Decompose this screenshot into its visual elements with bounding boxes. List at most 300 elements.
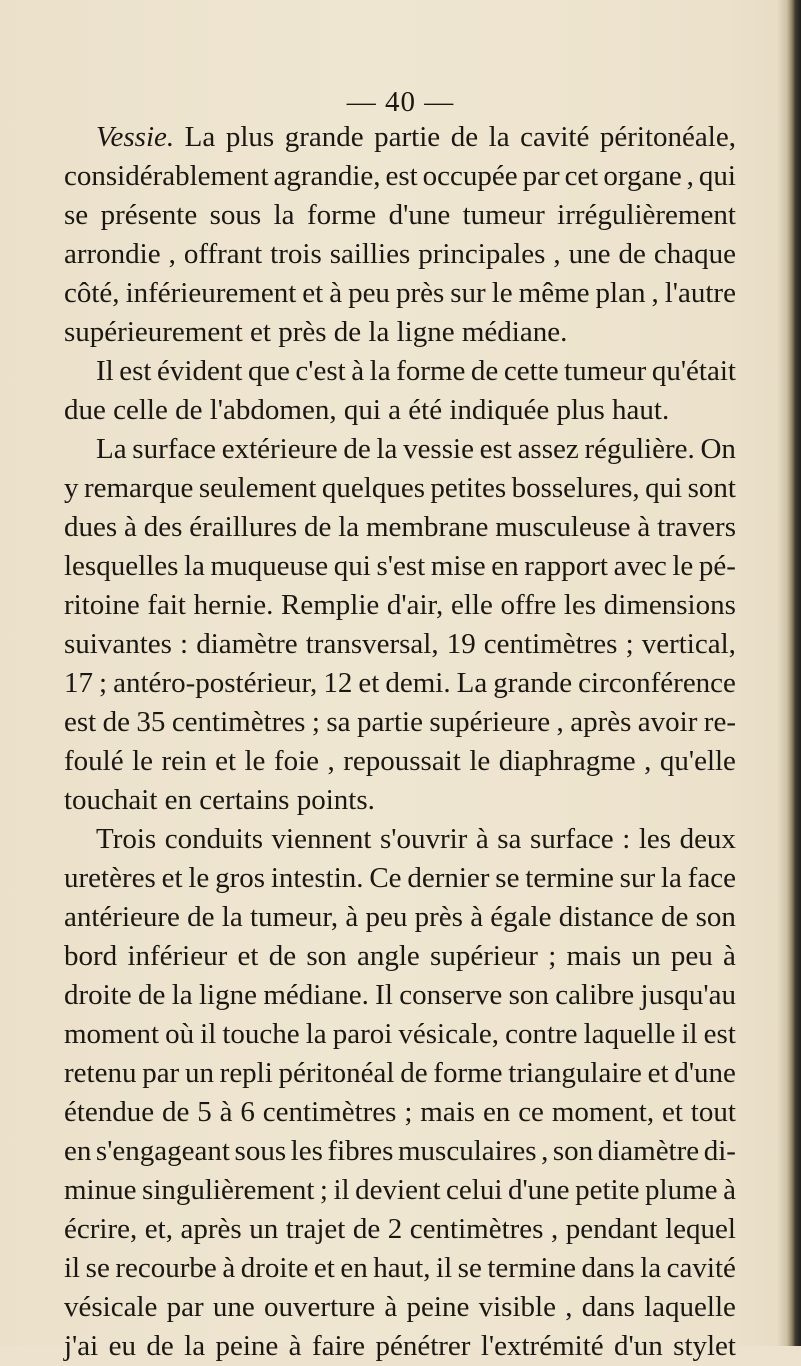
word: Ce bbox=[369, 862, 402, 894]
word: son bbox=[695, 901, 736, 933]
word: ritoine bbox=[64, 589, 140, 621]
word: foulé bbox=[64, 745, 124, 777]
word: médiane. bbox=[461, 316, 568, 348]
word: dans bbox=[581, 1291, 635, 1323]
word: un bbox=[184, 1057, 214, 1089]
word: travers bbox=[657, 511, 736, 543]
word: , bbox=[651, 277, 659, 309]
word: la bbox=[338, 511, 360, 543]
word: la bbox=[369, 355, 391, 387]
word: sous bbox=[234, 1135, 287, 1167]
word: qui bbox=[333, 550, 371, 582]
text-line bbox=[64, 313, 736, 352]
word: ligne bbox=[396, 316, 455, 348]
word: conserve bbox=[399, 979, 503, 1011]
word: il bbox=[200, 1018, 217, 1050]
word: 6 bbox=[240, 1096, 255, 1128]
word: pendant bbox=[565, 1213, 658, 1245]
word: la bbox=[184, 1330, 206, 1362]
word: centimètres bbox=[171, 706, 306, 738]
word: , bbox=[553, 238, 561, 270]
word: et, bbox=[144, 1213, 173, 1245]
word: petites bbox=[430, 472, 507, 504]
word: ; bbox=[404, 1096, 413, 1128]
word: qu'elle bbox=[659, 745, 736, 777]
word: à bbox=[351, 355, 365, 387]
word: près bbox=[278, 316, 327, 348]
word: petite bbox=[575, 1174, 640, 1206]
word: de bbox=[138, 979, 166, 1011]
word: uretères bbox=[64, 862, 156, 894]
word: diaphragme bbox=[498, 745, 636, 777]
word: touche bbox=[222, 1018, 300, 1050]
word: , bbox=[551, 1213, 559, 1245]
word: grande bbox=[284, 121, 364, 153]
word: sur bbox=[619, 862, 656, 894]
word: les bbox=[290, 1135, 323, 1167]
word: son bbox=[508, 979, 549, 1011]
word: deux bbox=[679, 823, 736, 855]
word: en bbox=[340, 1252, 368, 1284]
word: principales bbox=[418, 238, 546, 270]
word: cavité bbox=[520, 121, 590, 153]
word: conduits bbox=[164, 823, 264, 855]
word: sont bbox=[687, 472, 736, 504]
word: remarque bbox=[83, 472, 194, 504]
word: fait bbox=[147, 589, 186, 621]
word: et bbox=[302, 277, 324, 309]
text-line bbox=[64, 742, 736, 781]
word: le bbox=[672, 550, 694, 582]
word: la bbox=[368, 316, 390, 348]
text-line bbox=[64, 430, 736, 469]
word: la bbox=[376, 433, 398, 465]
word: musculeuse bbox=[495, 511, 631, 543]
word: et bbox=[215, 745, 237, 777]
word: il bbox=[333, 1174, 350, 1206]
text-line bbox=[64, 976, 736, 1015]
word: partie bbox=[374, 121, 441, 153]
word: , bbox=[686, 160, 694, 192]
word: quelques bbox=[321, 472, 425, 504]
word: re- bbox=[703, 706, 736, 738]
word: Vessie. bbox=[96, 121, 175, 153]
word: de bbox=[352, 1213, 381, 1245]
word: devient bbox=[355, 1174, 441, 1206]
text-line bbox=[64, 157, 736, 196]
word: s'est bbox=[376, 550, 426, 582]
page-gutter-shadow bbox=[777, 0, 787, 1346]
word: par bbox=[142, 1057, 180, 1089]
text-line bbox=[64, 703, 736, 742]
text-line bbox=[64, 664, 736, 703]
word: est bbox=[479, 433, 512, 465]
word: plus bbox=[556, 394, 605, 426]
word: qui bbox=[343, 394, 381, 426]
word: visible bbox=[478, 1291, 556, 1323]
word: de bbox=[618, 238, 646, 270]
word: elle bbox=[450, 589, 493, 621]
word: singulièrement bbox=[142, 1174, 315, 1206]
text-line bbox=[64, 1210, 736, 1249]
word: Trois bbox=[96, 823, 157, 855]
word: cette bbox=[503, 355, 559, 387]
text-line bbox=[64, 586, 736, 625]
word: certains bbox=[199, 784, 290, 816]
word: plan bbox=[595, 277, 646, 309]
word: tumeur, bbox=[249, 901, 339, 933]
word: les bbox=[638, 823, 672, 855]
word: de bbox=[333, 316, 362, 348]
word: gros bbox=[215, 862, 266, 894]
word: mais bbox=[420, 1096, 476, 1128]
word: contre bbox=[505, 1018, 578, 1050]
word: en bbox=[491, 550, 519, 582]
word: transversal, bbox=[305, 628, 439, 660]
word: supérieure bbox=[429, 706, 551, 738]
word: seulement bbox=[198, 472, 317, 504]
word: de bbox=[187, 901, 215, 933]
word: de bbox=[450, 121, 479, 153]
text-line bbox=[64, 235, 736, 274]
word: la bbox=[171, 979, 193, 1011]
text-line bbox=[64, 1093, 736, 1132]
word: musculaires bbox=[398, 1135, 537, 1167]
word: , bbox=[327, 745, 335, 777]
word: termine bbox=[487, 1252, 576, 1284]
word: haut, bbox=[373, 1252, 431, 1284]
word: dimensions bbox=[603, 589, 736, 621]
word: vertical, bbox=[641, 628, 736, 660]
word: chaque bbox=[653, 238, 736, 270]
word: , bbox=[556, 706, 564, 738]
word: faire bbox=[311, 1330, 366, 1362]
word: peu bbox=[365, 901, 408, 933]
text-line bbox=[64, 1015, 736, 1054]
word: Il bbox=[375, 979, 393, 1011]
word: présente bbox=[100, 199, 198, 231]
word: la bbox=[183, 550, 205, 582]
word: vessie bbox=[403, 433, 474, 465]
word: rein bbox=[161, 745, 207, 777]
word: par bbox=[166, 1291, 204, 1323]
word: où bbox=[165, 1018, 195, 1050]
word: plus bbox=[225, 121, 275, 153]
text-line bbox=[64, 391, 736, 430]
word: le bbox=[188, 862, 210, 894]
word: mais bbox=[566, 940, 622, 972]
word: 12 bbox=[323, 667, 353, 699]
word: due bbox=[64, 394, 106, 426]
word: angle bbox=[356, 940, 420, 972]
word: c'est bbox=[295, 355, 346, 387]
word: une bbox=[212, 1291, 255, 1323]
word: vésicale, bbox=[398, 1018, 500, 1050]
word: j'ai bbox=[64, 1330, 99, 1362]
word: à bbox=[475, 823, 489, 855]
word: de bbox=[400, 1057, 428, 1089]
page-number: — 40 — bbox=[346, 86, 455, 118]
word: le bbox=[491, 277, 513, 309]
word: de bbox=[175, 394, 203, 426]
word: un bbox=[249, 1213, 279, 1245]
word: il bbox=[64, 1252, 81, 1284]
word: peine bbox=[215, 1330, 279, 1362]
text-line bbox=[64, 469, 736, 508]
word: viennent bbox=[271, 823, 372, 855]
word: d'un bbox=[614, 1330, 663, 1362]
word: extérieure bbox=[221, 433, 338, 465]
word: pé- bbox=[698, 550, 736, 582]
word: surface bbox=[529, 823, 614, 855]
word: et bbox=[161, 862, 183, 894]
word: , bbox=[644, 745, 652, 777]
word: l'extrémité bbox=[480, 1330, 604, 1362]
word: trois bbox=[270, 238, 322, 270]
word: et bbox=[647, 1057, 669, 1089]
word: tout bbox=[690, 1096, 736, 1128]
word: muqueuse bbox=[210, 550, 329, 582]
word: foie bbox=[273, 745, 320, 777]
word: en bbox=[64, 1135, 92, 1167]
word: d'une bbox=[674, 1057, 736, 1089]
word: à bbox=[384, 1291, 398, 1323]
word: de bbox=[660, 901, 689, 933]
word: la bbox=[488, 121, 510, 153]
word: égale bbox=[490, 901, 552, 933]
word: centimètres bbox=[409, 1213, 544, 1245]
text-line bbox=[64, 859, 736, 898]
word: inférieurement bbox=[125, 277, 297, 309]
word: d'une bbox=[507, 1174, 570, 1206]
body-text bbox=[64, 118, 736, 1366]
word: à bbox=[219, 1096, 233, 1128]
word: cavité bbox=[666, 1252, 736, 1284]
word: offre bbox=[500, 589, 557, 621]
word: son bbox=[552, 1135, 594, 1167]
word: écrire, bbox=[64, 1213, 138, 1245]
word: est bbox=[385, 160, 418, 192]
word: sous bbox=[209, 199, 262, 231]
word: mise bbox=[430, 550, 486, 582]
word: lesquelles bbox=[64, 550, 179, 582]
word: une bbox=[568, 238, 611, 270]
word: médiane. bbox=[263, 979, 369, 1011]
word: considérablement bbox=[64, 160, 269, 192]
word: ; bbox=[99, 667, 108, 699]
word: le bbox=[132, 745, 154, 777]
word: antéro-postérieur, bbox=[113, 667, 318, 699]
text-line bbox=[64, 352, 736, 391]
word: touchait bbox=[64, 784, 158, 816]
word: eu bbox=[108, 1330, 136, 1362]
word: 35 bbox=[136, 706, 166, 738]
word: à bbox=[722, 940, 736, 972]
word: est bbox=[703, 1018, 736, 1050]
book-binding-edge bbox=[787, 0, 801, 1346]
word: de bbox=[470, 355, 499, 387]
word: ligne bbox=[199, 979, 257, 1011]
word: à bbox=[470, 901, 484, 933]
word: sa bbox=[326, 706, 351, 738]
word: la bbox=[640, 1252, 662, 1284]
word: peine bbox=[406, 1291, 470, 1323]
word: et bbox=[313, 1252, 335, 1284]
word: occupée bbox=[422, 160, 518, 192]
word: termine bbox=[525, 862, 614, 894]
word: que bbox=[247, 355, 290, 387]
word: le bbox=[469, 745, 491, 777]
word: se bbox=[495, 862, 520, 894]
word: tumeur bbox=[564, 355, 647, 387]
word: moment, bbox=[551, 1096, 655, 1128]
word: circonférence bbox=[578, 667, 736, 699]
word: recourbe bbox=[115, 1252, 217, 1284]
word: péritonéal bbox=[278, 1057, 395, 1089]
word: ; bbox=[311, 706, 320, 738]
word: diamètre bbox=[196, 628, 298, 660]
word: celle bbox=[113, 394, 168, 426]
word: offrant bbox=[183, 238, 263, 270]
word: centimètres bbox=[483, 628, 618, 660]
word: à bbox=[345, 901, 359, 933]
word: tumeur bbox=[462, 199, 545, 231]
word: La bbox=[184, 121, 216, 153]
word: , bbox=[541, 1135, 549, 1167]
word: surface bbox=[132, 433, 217, 465]
word: sa bbox=[497, 823, 522, 855]
word: et bbox=[237, 940, 259, 972]
word: indiquée bbox=[449, 394, 550, 426]
word: haut. bbox=[612, 394, 670, 426]
text-line bbox=[64, 508, 736, 547]
word: la bbox=[660, 862, 682, 894]
word: ; bbox=[319, 1174, 328, 1206]
word: moment bbox=[64, 1018, 160, 1050]
word: assez bbox=[517, 433, 579, 465]
word: irrégulièrement bbox=[557, 199, 736, 231]
word: dues bbox=[64, 511, 118, 543]
word: de bbox=[268, 940, 297, 972]
word: lequel bbox=[665, 1213, 736, 1245]
word: de bbox=[303, 511, 332, 543]
word: grande bbox=[493, 667, 573, 699]
word: le bbox=[244, 745, 266, 777]
word: l'abdomen, bbox=[209, 394, 337, 426]
word: La bbox=[456, 667, 488, 699]
word: y bbox=[64, 472, 79, 504]
word: On bbox=[700, 433, 736, 465]
word: vésicale bbox=[64, 1291, 158, 1323]
word: des bbox=[143, 511, 183, 543]
word: antérieure bbox=[64, 901, 180, 933]
text-line bbox=[64, 1132, 736, 1171]
text-line bbox=[64, 547, 736, 586]
word: évident bbox=[157, 355, 243, 387]
word: : bbox=[622, 823, 631, 855]
text-line bbox=[64, 196, 736, 235]
word: à bbox=[637, 511, 651, 543]
word: cet bbox=[564, 160, 599, 192]
word: organe bbox=[603, 160, 682, 192]
word: : bbox=[180, 628, 189, 660]
word: dernier bbox=[407, 862, 490, 894]
word: se bbox=[457, 1252, 482, 1284]
word: bord bbox=[64, 940, 118, 972]
word: après bbox=[180, 1213, 242, 1245]
word: à bbox=[222, 1252, 236, 1284]
word: , bbox=[168, 238, 176, 270]
word: près bbox=[395, 277, 445, 309]
word: sur bbox=[450, 277, 486, 309]
word: , bbox=[565, 1291, 573, 1323]
word: de bbox=[146, 1330, 174, 1362]
word: agrandie, bbox=[273, 160, 381, 192]
word: membrane bbox=[365, 511, 489, 543]
word: étendue bbox=[64, 1096, 155, 1128]
text-line bbox=[64, 118, 736, 157]
word: se bbox=[85, 1252, 110, 1284]
text-line bbox=[64, 781, 736, 820]
word: éraillures bbox=[189, 511, 298, 543]
word: arrondie bbox=[64, 238, 161, 270]
text-line bbox=[64, 898, 736, 937]
word: et bbox=[250, 316, 271, 348]
word: 2 bbox=[387, 1213, 403, 1245]
word: régulière. bbox=[584, 433, 695, 465]
word: 5 bbox=[197, 1096, 212, 1128]
word: été bbox=[408, 394, 443, 426]
word: diamètre bbox=[597, 1135, 700, 1167]
word: paroi bbox=[332, 1018, 393, 1050]
word: à bbox=[723, 1174, 736, 1206]
word: stylet bbox=[673, 1330, 736, 1362]
word: repoussait bbox=[343, 745, 461, 777]
text-line bbox=[64, 1171, 736, 1210]
word: pénétrer bbox=[375, 1330, 471, 1362]
text-line bbox=[64, 937, 736, 976]
word: centimètres bbox=[262, 1096, 397, 1128]
word: côté, bbox=[64, 277, 120, 309]
word: bosselures, bbox=[511, 472, 640, 504]
word: la bbox=[221, 901, 243, 933]
word: suivantes bbox=[64, 628, 172, 660]
word: un bbox=[631, 940, 661, 972]
word: en bbox=[164, 784, 193, 816]
word: face bbox=[687, 862, 736, 894]
word: Il bbox=[96, 355, 114, 387]
text-line bbox=[64, 1249, 736, 1288]
word: est bbox=[64, 706, 97, 738]
word: péritonéale, bbox=[599, 121, 736, 153]
word: laquelle bbox=[644, 1291, 736, 1323]
word: de bbox=[343, 433, 371, 465]
word: la bbox=[305, 1018, 327, 1050]
word: à bbox=[329, 277, 343, 309]
word: droite bbox=[64, 979, 132, 1011]
word: qu'était bbox=[651, 355, 736, 387]
word: saillies bbox=[329, 238, 411, 270]
word: qui bbox=[698, 160, 736, 192]
word: 17 bbox=[64, 667, 93, 699]
word: partie bbox=[356, 706, 423, 738]
word: intestin. bbox=[270, 862, 364, 894]
word: après bbox=[570, 706, 632, 738]
word: ouverture bbox=[264, 1291, 376, 1323]
word: de bbox=[162, 1096, 190, 1128]
word: près bbox=[414, 901, 463, 933]
word: de bbox=[102, 706, 130, 738]
